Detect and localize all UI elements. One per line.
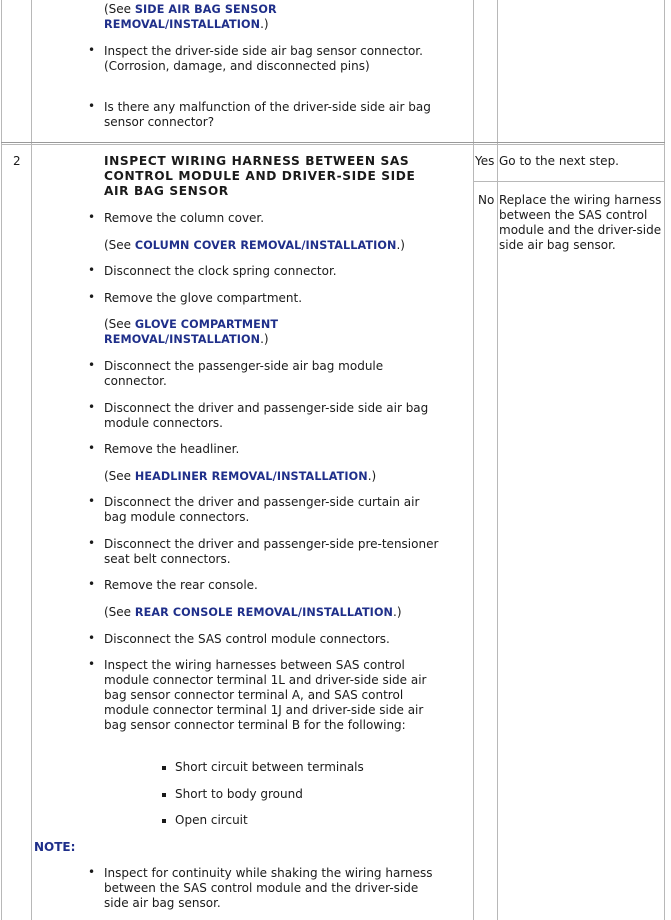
- step-heading: INSPECT WIRING HARNESS BETWEEN SAS CONTROL MODULE AND DRIVER-SIDE SIDE AIR BAG SENSOR: [104, 154, 416, 198]
- table-border-right: [664, 0, 665, 920]
- row-divider-secondary: [1, 144, 665, 145]
- bullet-icon: •: [88, 99, 96, 113]
- bullet-icon: •: [88, 290, 96, 304]
- yes-label: Yes: [475, 154, 495, 168]
- see-close: .): [260, 17, 269, 31]
- bullet-icon: •: [88, 494, 96, 508]
- step-number: 2: [13, 154, 21, 168]
- glove-compartment-link[interactable]: GLOVE COMPARTMENT REMOVAL/INSTALLATION: [104, 318, 279, 346]
- bullet-icon: •: [88, 441, 96, 455]
- see-reference-headliner: (See HEADLINER REMOVAL/INSTALLATION.): [104, 469, 377, 483]
- square-bullet-icon: [162, 793, 166, 797]
- sub-item-text: Open circuit: [175, 813, 248, 827]
- note-text: Inspect for continuity while shaking the wiring harness between the SAS control module and the driver-side side air bag sensor.: [104, 866, 433, 910]
- table-border-action: [473, 0, 474, 920]
- yes-no-divider: [473, 181, 665, 182]
- sub-item-text: Short to body ground: [175, 787, 303, 801]
- see-reference-side-air-bag-sensor: [104, 2, 444, 32]
- table-border-number: [31, 0, 32, 920]
- headliner-link[interactable]: HEADLINER REMOVAL/INSTALLATION: [134, 470, 368, 483]
- yes-action: Go to the next step.: [499, 154, 619, 168]
- instruction-item: Remove the column cover.: [104, 211, 265, 225]
- instruction-item: Inspect the wiring harnesses between SAS control module connector terminal 1L and driver-side side air bag sensor connector terminal A, and SAS control module connector terminal 1J and driver-side side air bag sensor connector terminal B for the following:: [104, 658, 427, 732]
- square-bullet-icon: [162, 766, 166, 770]
- instruction-item: Disconnect the driver and passenger-side curtain air bag module connectors.: [104, 495, 420, 524]
- instruction-item: Inspect the driver-side side air bag sensor connector. (Corrosion, damage, and disconnected pins): [104, 44, 423, 73]
- no-label: No: [478, 193, 495, 207]
- instruction-item: Disconnect the passenger-side air bag module connector.: [104, 359, 384, 388]
- sub-item-text: Short circuit between terminals: [175, 760, 364, 774]
- column-cover-link[interactable]: COLUMN COVER REMOVAL/INSTALLATION: [134, 239, 397, 252]
- bullet-icon: •: [88, 631, 96, 645]
- instruction-item: Disconnect the driver and passenger-side side air bag module connectors.: [104, 401, 429, 430]
- see-reference-glove-compartment: (See GLOVE COMPARTMENT REMOVAL/INSTALLATION.): [104, 317, 279, 346]
- note-label: NOTE:: [34, 840, 76, 854]
- bullet-icon: •: [88, 358, 96, 372]
- bullet-icon: •: [88, 263, 96, 277]
- table-border-left: [1, 0, 2, 920]
- instruction-item: Remove the rear console.: [104, 578, 258, 592]
- instruction-item: Remove the headliner.: [104, 442, 240, 456]
- bullet-icon: •: [88, 536, 96, 550]
- rear-console-link[interactable]: REAR CONSOLE REMOVAL/INSTALLATION: [134, 606, 394, 619]
- bullet-icon: •: [88, 400, 96, 414]
- bullet-icon: •: [88, 865, 96, 879]
- instruction-item: Disconnect the driver and passenger-side pre-tensioner seat belt connectors.: [104, 537, 439, 566]
- no-action: Replace the wiring harness between the SAS control module and the driver-side side air bag sensor.: [499, 193, 662, 252]
- see-reference-column-cover: (See COLUMN COVER REMOVAL/INSTALLATION.): [104, 238, 405, 252]
- square-bullet-icon: [162, 819, 166, 823]
- see-open: (See: [104, 2, 135, 16]
- instruction-item: Disconnect the SAS control module connectors.: [104, 632, 390, 646]
- side-air-bag-sensor-link[interactable]: SIDE AIR BAG SENSOR REMOVAL/INSTALLATION: [104, 3, 277, 31]
- row-divider: [1, 142, 665, 143]
- table-border-result: [497, 0, 498, 920]
- bullet-icon: •: [88, 657, 96, 671]
- question-item: Is there any malfunction of the driver-side side air bag sensor connector?: [104, 100, 431, 129]
- bullet-icon: •: [88, 210, 96, 224]
- bullet-icon: •: [88, 577, 96, 591]
- instruction-item: Remove the glove compartment.: [104, 291, 303, 305]
- see-reference-rear-console: (See REAR CONSOLE REMOVAL/INSTALLATION.): [104, 605, 402, 619]
- bullet-icon: •: [88, 43, 96, 57]
- instruction-item: Disconnect the clock spring connector.: [104, 264, 337, 278]
